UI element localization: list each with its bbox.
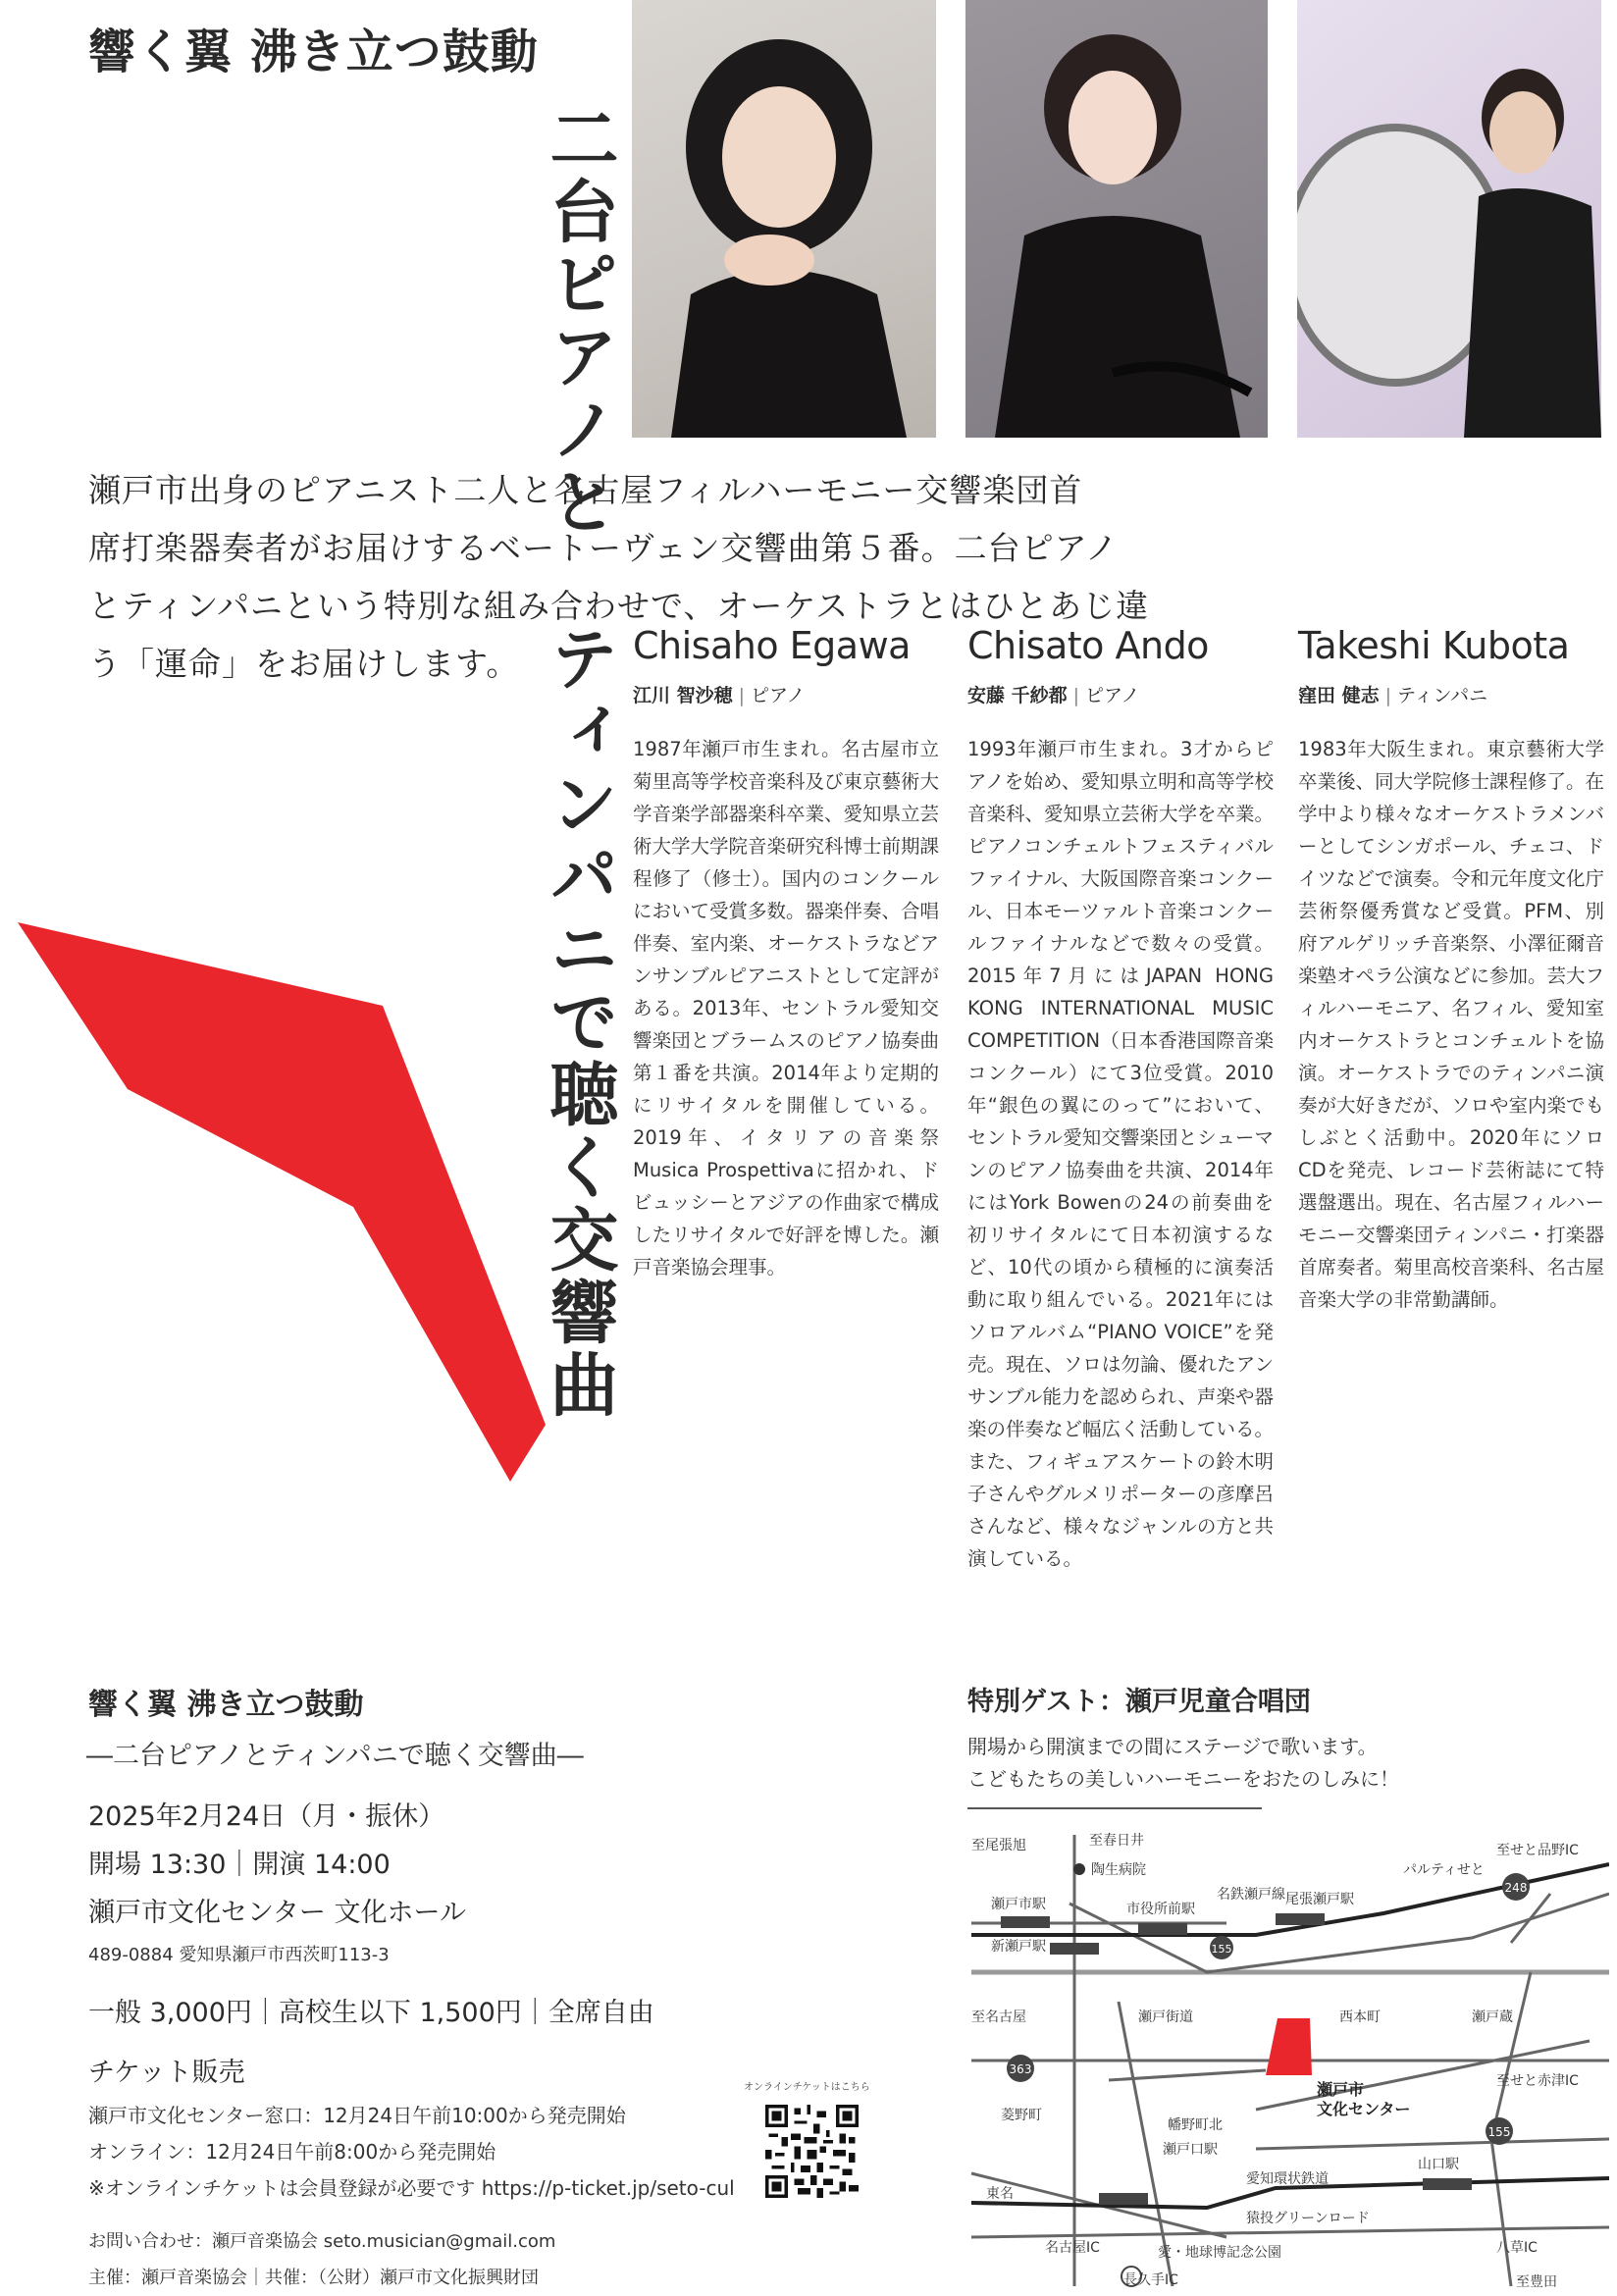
- map-label: 至せと品野IC: [1496, 1843, 1579, 1858]
- intro-line: 瀬戸市出身のピアニスト二人と名古屋フィルハーモニー交響楽団首: [88, 471, 1083, 509]
- performer-name-jp: 安藤 千紗都: [967, 685, 1068, 706]
- contact-info: お問い合わせ：瀬戸音楽協会 seto.musician@gmail.com: [88, 2231, 556, 2252]
- access-map: [962, 1815, 1609, 2296]
- separator: |: [1384, 685, 1392, 706]
- map-label: 猿投グリーンロード: [1246, 2211, 1370, 2226]
- map-label: 至名古屋: [971, 2009, 1026, 2025]
- map-label: 東名: [986, 2186, 1014, 2202]
- performer-bio: 1993年瀬戸市生まれ。3才からピアノを始め、愛知県立明和高等学校音楽科、愛知県立芸術大学を卒業。ピアノコンチェルトフェスティバルファイナル、大阪国際音楽コンクール、日本モーツァルト音楽コンクールファイナルなどで数々の受賞。2015年7月にはJAPAN HONG KONG INTERNATIONAL MUSIC COMPETITION（日本香港国際音楽コンクール）にて3位受賞。2010年“銀色の翼にのって”において、セントラル愛知交響楽団とシューマンのピアノ協奏曲を共演、2014年にはYork Bowenの24の前奏曲を初リサイタルにて日本初演するなど、10代の頃から積極的に演奏活動に取り組んでいる。2021年にはソロアルバム“PIANO VOICE”を発売。現在、ソロは勿論、優れたアンサンブル能力を認められ、声楽や器楽の伴奏など幅広く活動している。また、フィギュアスケートの鈴木明子さんやグルメリポーターの彦摩呂さんなど、様々なジャンルの方と共演している。: [967, 738, 1275, 1570]
- performer-card: [633, 624, 939, 1283]
- separator: |: [1072, 685, 1080, 706]
- map-label: 幡野町北: [1168, 2117, 1223, 2133]
- map-label: 瀬戸市: [1317, 2080, 1365, 2099]
- performer-name-en: Chisaho Egawa: [633, 624, 911, 667]
- performer-name-jp-row: [633, 681, 939, 707]
- event-time: 開場 13:30｜開演 14:00: [88, 1850, 391, 1880]
- map-label: 愛知環状鉄道: [1246, 2171, 1329, 2187]
- vertical-title-line1: 二台ピアノと: [539, 103, 619, 539]
- performer-name-jp: 窪田 健志: [1298, 685, 1380, 706]
- map-label: パルティせと: [1403, 1862, 1485, 1878]
- sponsor-info: 主催：瀬戸音楽協会｜共催：（公財）瀬戸市文化振興財団: [88, 2268, 539, 2288]
- event-address: 489-0884 愛知県瀬戸市西茨町113-3: [88, 1945, 390, 1965]
- event-subtitle: ―二台ピアノとティンパニで聴く交響曲―: [86, 1741, 584, 1771]
- event-title: 響く翼 沸き立つ鼓動: [88, 1688, 364, 1722]
- map-label: 西本町: [1339, 2009, 1381, 2025]
- event-price: 一般 3,000円｜高校生以下 1,500円｜全席自由: [88, 1998, 654, 2028]
- route-label: 155: [1211, 1943, 1232, 1956]
- map-label: 瀬戸街道: [1138, 2009, 1193, 2025]
- ticket-window-info: 瀬戸市文化センター窓口：12月24日午前10:00から発売開始: [88, 2104, 626, 2127]
- portrait-illustration: [965, 0, 1268, 438]
- performer-role: ピアノ: [1085, 685, 1140, 706]
- map-label: 長久手IC: [1123, 2272, 1178, 2288]
- map-label: 至尾張旭: [971, 1838, 1026, 1853]
- qr-code-icon[interactable]: [765, 2105, 859, 2198]
- map-label: 瀬戸口駅: [1163, 2142, 1218, 2158]
- divider: [967, 1807, 1262, 1809]
- ticket-url-note[interactable]: ※オンラインチケットは会員登録が必要です https://p-ticket.jp/seto-cul: [88, 2176, 735, 2200]
- map-label: 愛・地球博記念公園: [1158, 2245, 1281, 2261]
- performer-bio: 1983年大阪生まれ。東京藝術大学卒業後、同大学院修士課程修了。在学中より様々なオーケストラメンバーとしてシンガポール、チェコ、ドイツなどで演奏。令和元年度文化庁芸術祭優秀賞など受賞。PFM、別府アルゲリッチ音楽祭、小澤征爾音楽塾オペラ公演などに参加。芸大フィルハーモニア、名フィル、愛知室内オーケストラとコンチェルトを協演。オーケストラでのティンパニ演奏が大好きだが、ソロや室内楽でもしぶとく活動中。2020年にソロCDを発売、レコード芸術誌にて特選盤選出。現在、名古屋フィルハーモニー交響楽団ティンパニ・打楽器首席奏者。菊里高校音楽科、名古屋音楽大学の非常勤講師。: [1298, 738, 1605, 1311]
- performer-card: [1298, 624, 1604, 1316]
- separator: |: [738, 685, 746, 706]
- map-label: 至せと赤津IC: [1496, 2073, 1579, 2089]
- performer-bio: 1987年瀬戸市生まれ。名古屋市立菊里高等学校音楽科及び東京藝術大学音楽学部器楽科卒業、愛知県立芸術大学大学院音楽研究科博士前期課程修了（修士）。国内のコンクールにおいて受賞多数。器楽伴奏、合唱伴奏、室内楽、オーケストラなどアンサンブルピアニストとして定評がある。2013年、セントラル愛知交響楽団とブラームスのピアノ協奏曲第１番を共演。2014年より定期的にリサイタルを開催している。2019年、イタリアの音楽祭Musica Prospettivaに招かれ、ドビュッシーとアジアの作曲家で構成したリサイタルで好評を博した。瀬戸音楽協会理事。: [633, 738, 940, 1278]
- performer-role: ピアノ: [751, 685, 806, 706]
- performer-role: ティンパニ: [1397, 685, 1488, 706]
- map-label: 尾張瀬戸駅: [1285, 1892, 1354, 1907]
- map-label: 山口駅: [1418, 2157, 1459, 2172]
- ticket-online-info: オンライン：12月24日午前8:00から発売開始: [88, 2140, 496, 2164]
- performer-card: [967, 624, 1274, 1575]
- guest-line: 開場から開演までの間にステージで歌います。: [967, 1735, 1378, 1758]
- performer-name-jp-row: [967, 681, 1274, 707]
- ticket-heading: チケット販売: [88, 2058, 245, 2088]
- header-title: 響く翼 沸き立つ鼓動: [88, 25, 539, 79]
- guest-title: 特別ゲスト：瀬戸児童合唱団: [967, 1687, 1311, 1717]
- photo-chisaho-egawa: [632, 0, 936, 438]
- map-label: 名古屋IC: [1045, 2240, 1100, 2256]
- vertical-title-line2: ティンパニで聴く交響曲: [539, 623, 619, 1422]
- intro-line: とティンパニという特別な組み合わせで、オーケストラとはひとあじ違: [88, 587, 1150, 625]
- map-label: 瀬戸市駅: [991, 1897, 1046, 1912]
- map-label: 市役所前駅: [1126, 1902, 1195, 1917]
- performer-name-en: Takeshi Kubota: [1298, 624, 1570, 667]
- performer-name-jp: 江川 智沙穂: [633, 685, 733, 706]
- red-accent-shape: [0, 913, 569, 1501]
- intro-line: 席打楽器奏者がお届けするベートーヴェン交響曲第５番。二台ピアノ: [88, 529, 1120, 567]
- guest-line: こどもたちの美しいハーモニーをおたのしみに！: [967, 1767, 1399, 1791]
- map-label: 新瀬戸駅: [991, 1939, 1046, 1955]
- culture-center-marker: [1266, 2018, 1312, 2075]
- photo-takeshi-kubota: [1297, 0, 1601, 438]
- map-label: 名鉄瀬戸線: [1217, 1887, 1285, 1903]
- intro-line: う「運命」をお届けします。: [88, 645, 520, 683]
- map-label: 陶生病院: [1091, 1862, 1146, 1878]
- map-label: 瀬戸蔵: [1472, 2009, 1513, 2025]
- photo-chisato-ando: [965, 0, 1268, 438]
- portrait-illustration: [632, 0, 936, 438]
- performer-name-jp-row: [1298, 681, 1604, 707]
- route-label: 248: [1504, 1881, 1528, 1895]
- event-venue: 瀬戸市文化センター 文化ホール: [88, 1898, 466, 1928]
- event-date: 2025年2月24日（月・振休）: [88, 1801, 445, 1832]
- portrait-illustration: [1297, 0, 1601, 438]
- map-label: 菱野町: [1001, 2108, 1042, 2123]
- map-label: 文化センター: [1317, 2100, 1411, 2118]
- qr-caption: オンラインチケットはこちら: [744, 2082, 870, 2093]
- performer-name-en: Chisato Ando: [967, 624, 1209, 667]
- map-label: 八草IC: [1496, 2240, 1538, 2256]
- route-label: 155: [1487, 2125, 1511, 2139]
- map-label: 至春日井: [1089, 1833, 1144, 1849]
- map-label: 至豊田: [1516, 2274, 1557, 2290]
- route-label: 363: [1009, 2062, 1032, 2076]
